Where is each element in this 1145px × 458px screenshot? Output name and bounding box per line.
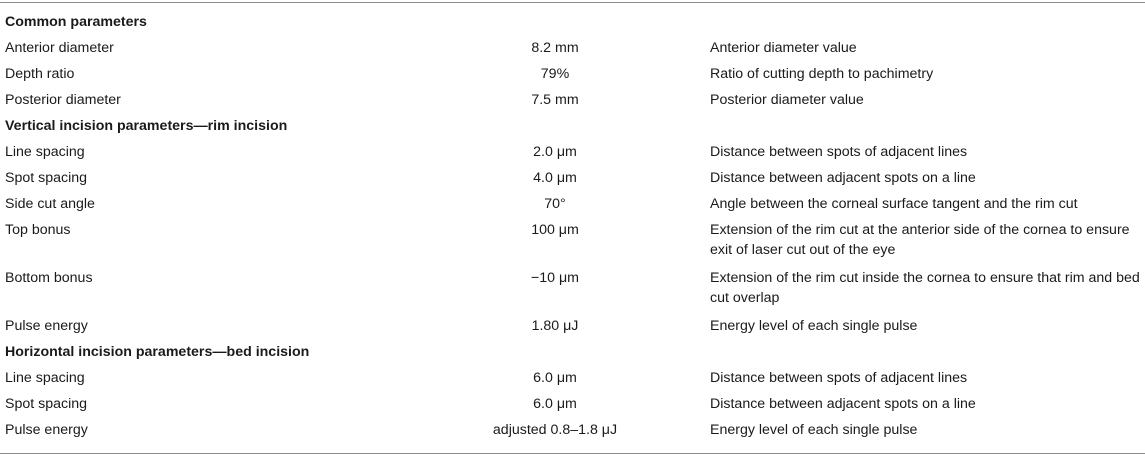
parameter-value: 4.0 μm xyxy=(533,170,577,186)
parameters-table xyxy=(0,9,1145,443)
top-rule xyxy=(0,2,1145,3)
table-row xyxy=(0,265,1145,313)
table-row xyxy=(0,165,1145,191)
section-header-row xyxy=(0,113,1145,139)
parameter-value: 1.80 μJ xyxy=(531,318,579,334)
table-row xyxy=(0,391,1145,417)
parameter-name: Spot spacing xyxy=(5,170,88,186)
parameter-value: 2.0 μm xyxy=(533,144,577,160)
parameter-name: Top bonus xyxy=(5,222,71,238)
parameter-description: Extension of the rim cut at the anterior side of the cornea to ensure exit of laser cut out of the eye xyxy=(710,222,1130,258)
parameter-value: −10 μm xyxy=(530,270,579,286)
parameter-value: 6.0 μm xyxy=(533,396,577,412)
parameter-name: Pulse energy xyxy=(5,318,88,334)
table-row xyxy=(0,365,1145,391)
parameter-name: Anterior diameter xyxy=(5,40,114,56)
section-title: Horizontal incision parameters—bed incision xyxy=(5,344,310,360)
table-row xyxy=(0,217,1145,265)
table-row xyxy=(0,61,1145,87)
section-title: Common parameters xyxy=(5,14,147,30)
parameter-name: Side cut angle xyxy=(5,196,95,212)
parameter-name: Line spacing xyxy=(5,370,85,386)
parameter-description: Anterior diameter value xyxy=(710,40,857,56)
parameter-name: Line spacing xyxy=(5,144,85,160)
table-row xyxy=(0,417,1145,443)
parameter-value: 6.0 μm xyxy=(533,370,577,386)
section-title: Vertical incision parameters—rim incision xyxy=(5,118,288,134)
parameter-description: Distance between adjacent spots on a line xyxy=(710,396,976,412)
parameter-description: Distance between spots of adjacent lines xyxy=(710,144,968,160)
parameter-description: Ratio of cutting depth to pachimetry xyxy=(710,66,934,82)
parameter-value: 100 μm xyxy=(531,222,579,238)
parameter-value: 8.2 mm xyxy=(531,40,579,56)
parameter-value: adjusted 0.8–1.8 μJ xyxy=(492,422,618,438)
parameter-value: 7.5 mm xyxy=(531,92,579,108)
parameter-description: Extension of the rim cut inside the cornea to ensure that rim and bed cut overlap xyxy=(710,270,1140,306)
parameter-name: Bottom bonus xyxy=(5,270,93,286)
parameter-value: 79% xyxy=(540,66,570,82)
parameter-name: Posterior diameter xyxy=(5,92,121,108)
parameter-name: Pulse energy xyxy=(5,422,88,438)
parameter-description: Energy level of each single pulse xyxy=(710,422,918,438)
parameter-value: 70° xyxy=(544,196,566,212)
parameter-description: Angle between the corneal surface tangent and the rim cut xyxy=(710,196,1078,212)
table-row xyxy=(0,313,1145,339)
table-row xyxy=(0,139,1145,165)
table-row xyxy=(0,87,1145,113)
parameter-name: Depth ratio xyxy=(5,66,75,82)
parameter-description: Posterior diameter value xyxy=(710,92,864,108)
parameter-name: Spot spacing xyxy=(5,396,88,412)
section-header-row xyxy=(0,339,1145,365)
table-row xyxy=(0,191,1145,217)
parameter-description: Distance between spots of adjacent lines xyxy=(710,370,968,386)
bottom-rule xyxy=(0,453,1145,454)
section-header-row xyxy=(0,9,1145,35)
table-row xyxy=(0,35,1145,61)
parameter-description: Energy level of each single pulse xyxy=(710,318,918,334)
parameter-description: Distance between adjacent spots on a line xyxy=(710,170,976,186)
